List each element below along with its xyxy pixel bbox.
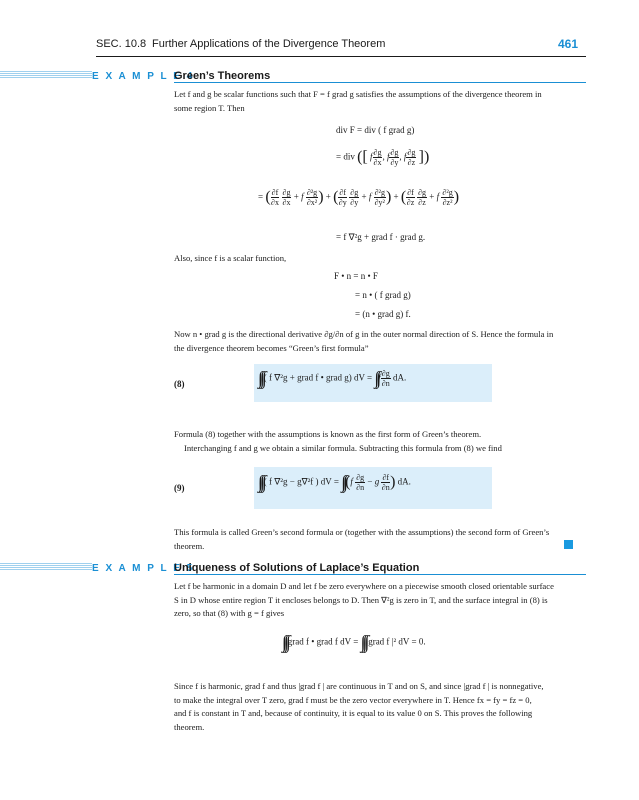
section-number: SEC. 10.8 (96, 38, 147, 50)
equation-line: F • n = n • F (334, 271, 378, 281)
equation-line: = div ([ f $\frac{\partial g}{\partial x}$ , f $\frac{\partial g}{\partial y}$ , f $\frac{\partial g}{\partial z}$ ]) (336, 148, 430, 167)
example-label: E X A M P L E 5 (92, 563, 195, 574)
equation-line: = f ∇²g + grad f · grad g. (336, 232, 426, 242)
example-rule (174, 574, 586, 575)
equation-line: div F = div ( f grad g) (336, 125, 415, 135)
equation-line: = n • ( f grad g) (355, 290, 411, 300)
paragraph: Also, since f is a scalar function, (174, 253, 287, 263)
paragraph: Let f and g be scalar functions such that F = f grad g satisfies the assumptions of the divergence theorem in some region T. Then (174, 89, 542, 113)
header-rule (96, 56, 586, 57)
example-bar-decoration (0, 563, 92, 571)
equation-line: = (n • grad g) f. (355, 309, 411, 319)
equation-number: (8) (174, 379, 185, 389)
equation-uniqueness: ∫∫∫grad f • grad f dV = ∫∫∫|grad f |² dV = 0. (282, 632, 426, 652)
paragraph: This formula is called Green’s second formula or (together with the assumptions) the second form of Green’s theorem. (174, 527, 550, 551)
equation-9: ∫∫∫( f ∇²g − g∇²f ) dV = ∫∫(f $\frac{\partial g}{\partial n}$ − g $\frac{\partial f}{\partial n}$ ) dA. (258, 472, 411, 492)
paragraph: Let f be harmonic in a domain D and let f be zero everywhere on a piecewise smooth closed orientable surface S in D whose entire region T it encloses belongs to D. Then ∇²g is zero in T, and the surface integral in (8) is zero, so that (8) with g = f gives (174, 581, 554, 619)
end-of-example-marker (564, 540, 573, 549)
example-label: E X A M P L E 4 (92, 71, 195, 82)
example-title: Green’s Theorems (174, 70, 271, 82)
paragraph: Since f is harmonic, grad f and thus |grad f | are continuous in T and on S, and since |grad f | is nonnegative, to make the integral over T zero, grad f must be the zero vector everywhere in T. Hence fx = fy = fz = 0, and f is constant in T and, because of continuity, it is equal to its value 0 on S. This proves the following theorem. (174, 681, 544, 732)
equation-8: ∫∫∫( f ∇²g + grad f • grad g) dV = ∫∫f $\frac{\partial g}{\partial n}$ dA. (258, 368, 407, 388)
paragraph: Now n • grad g is the directional derivative ∂g/∂n of g in the outer normal direction of S. Hence the formula in the divergence theorem becomes “Green’s first formula” (174, 329, 554, 353)
example-bar-decoration (0, 71, 92, 79)
paragraph: Formula (8) together with the assumptions is known as the first form of Green’s theorem. Interchanging f and g we obtain a similar formula. Subtracting this formula from (8) we find (174, 429, 502, 453)
page-number: 461 (558, 37, 579, 51)
example-rule (174, 82, 586, 83)
equation-number: (9) (174, 483, 185, 493)
example-title: Uniqueness of Solutions of Laplace’s Equation (174, 562, 420, 574)
running-title: Further Applications of the Divergence Theorem (152, 38, 386, 50)
equation-line: = ( $\frac{\partial f}{\partial x}$ $\frac{\partial g}{\partial x}$ + f $\frac{\text{∂²g}}{\text{∂x²}}$ ) + ( $\frac{\partial f}{\partial y}$ $\frac{\partial g}{\partial y}$ + f $\frac{\text{∂²g}}{\text{∂y²}}$ ) + ( $\frac{\partial f}{\partial z}$ $\frac{\partial g}{\partial z}$ + f $\frac{\text{∂²g}}{\text{∂z²}}$ ) (258, 188, 460, 207)
